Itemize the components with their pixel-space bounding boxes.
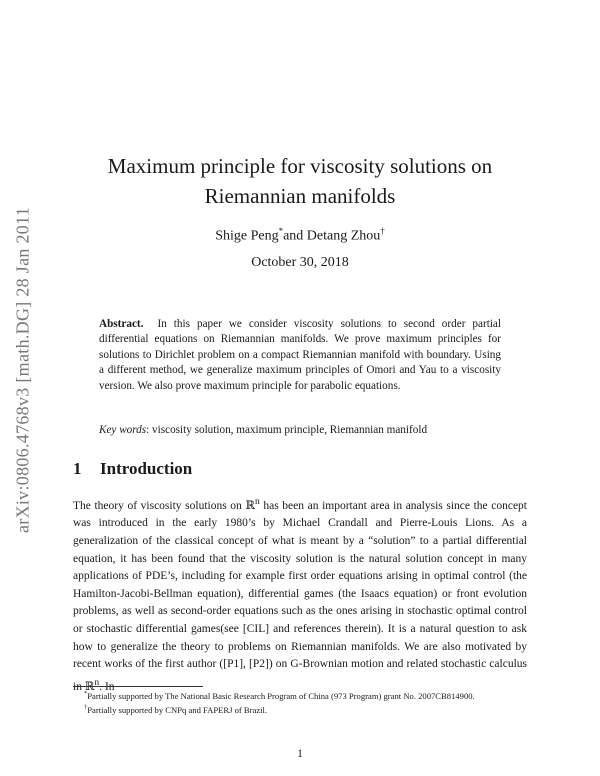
real-space-symbol: ℝ <box>245 499 255 512</box>
keywords <box>99 423 501 438</box>
footnote-rule <box>73 686 203 687</box>
page-number: 1 <box>297 748 303 760</box>
keywords-text: : viscosity solution, maximum principle, Riemannian manifold <box>146 424 428 436</box>
author-2: and Detang Zhou <box>283 228 381 244</box>
arxiv-identifier-stamp: arXiv:0806.4768v3 [math.DG] 28 Jan 2011 <box>12 207 33 533</box>
section-title: Introduction <box>100 459 193 478</box>
author-line <box>60 226 540 245</box>
abstract-text: In this paper we consider viscosity solutions to second order partial differential equations on Riemannian manifolds. We prove maximum principles for solutions to Dirichlet problem on a compact Riemannian manifold with boundary. Using a different method, we generalize maximum principles of Omori and Yau to a viscosity version. We also prove maximum principle for parabolic equations. <box>99 318 502 392</box>
abstract <box>99 317 501 394</box>
paper-title <box>60 151 540 211</box>
footnote-1: *Partially supported by The National Basic Research Program of China (973 Program) grant No. 2007CB814900. <box>84 690 475 701</box>
paper-date: October 30, 2018 <box>251 255 349 270</box>
section-heading <box>73 459 192 479</box>
intro-paragraph: The theory of viscosity solutions on ℝ$^n$ has been an important area in analysis since the concept was introduced in the early 1980’s by Michael Crandall and Pierre-Louis Lions. As a generalization of the classical concept of what is meant by a “solution” to a partial differential equation, it has been found that the viscosity solution is the natural solution concept in many applications of PDE’s, including for example first order equations arising in optimal control (the Hamilton-Jacobi-Bellman equation), differential games (the Isaacs equation) or front evolution problems, as well as second-order equations such as the ones arising in stochastic optimal control or stochastic differential games(see [CIL] and references therein). It is a natural question to ask how to generalize the theory to problems on Riemannian manifolds. We are also motivated by recent works of the first author ([P1], [P2]) on G-Brownian motion and related stochastic calculus in ℝ$^n$. In <box>73 496 527 693</box>
footnotes <box>73 688 527 717</box>
abstract-label: Abstract. <box>99 318 144 330</box>
real-space-symbol: ℝ <box>84 680 95 693</box>
keywords-label: Key words <box>99 424 147 436</box>
author-1: Shige Peng <box>215 228 279 244</box>
title-line-2: Riemannian manifolds <box>204 184 396 208</box>
star-mark: * <box>278 226 284 236</box>
section-number: 1 <box>73 459 82 478</box>
dagger-mark: † <box>380 226 385 236</box>
title-line-1: Maximum principle for viscosity solutions on <box>107 154 493 178</box>
footnote-2: †Partially supported by CNPq and FAPERJ of Brazil. <box>84 704 268 716</box>
